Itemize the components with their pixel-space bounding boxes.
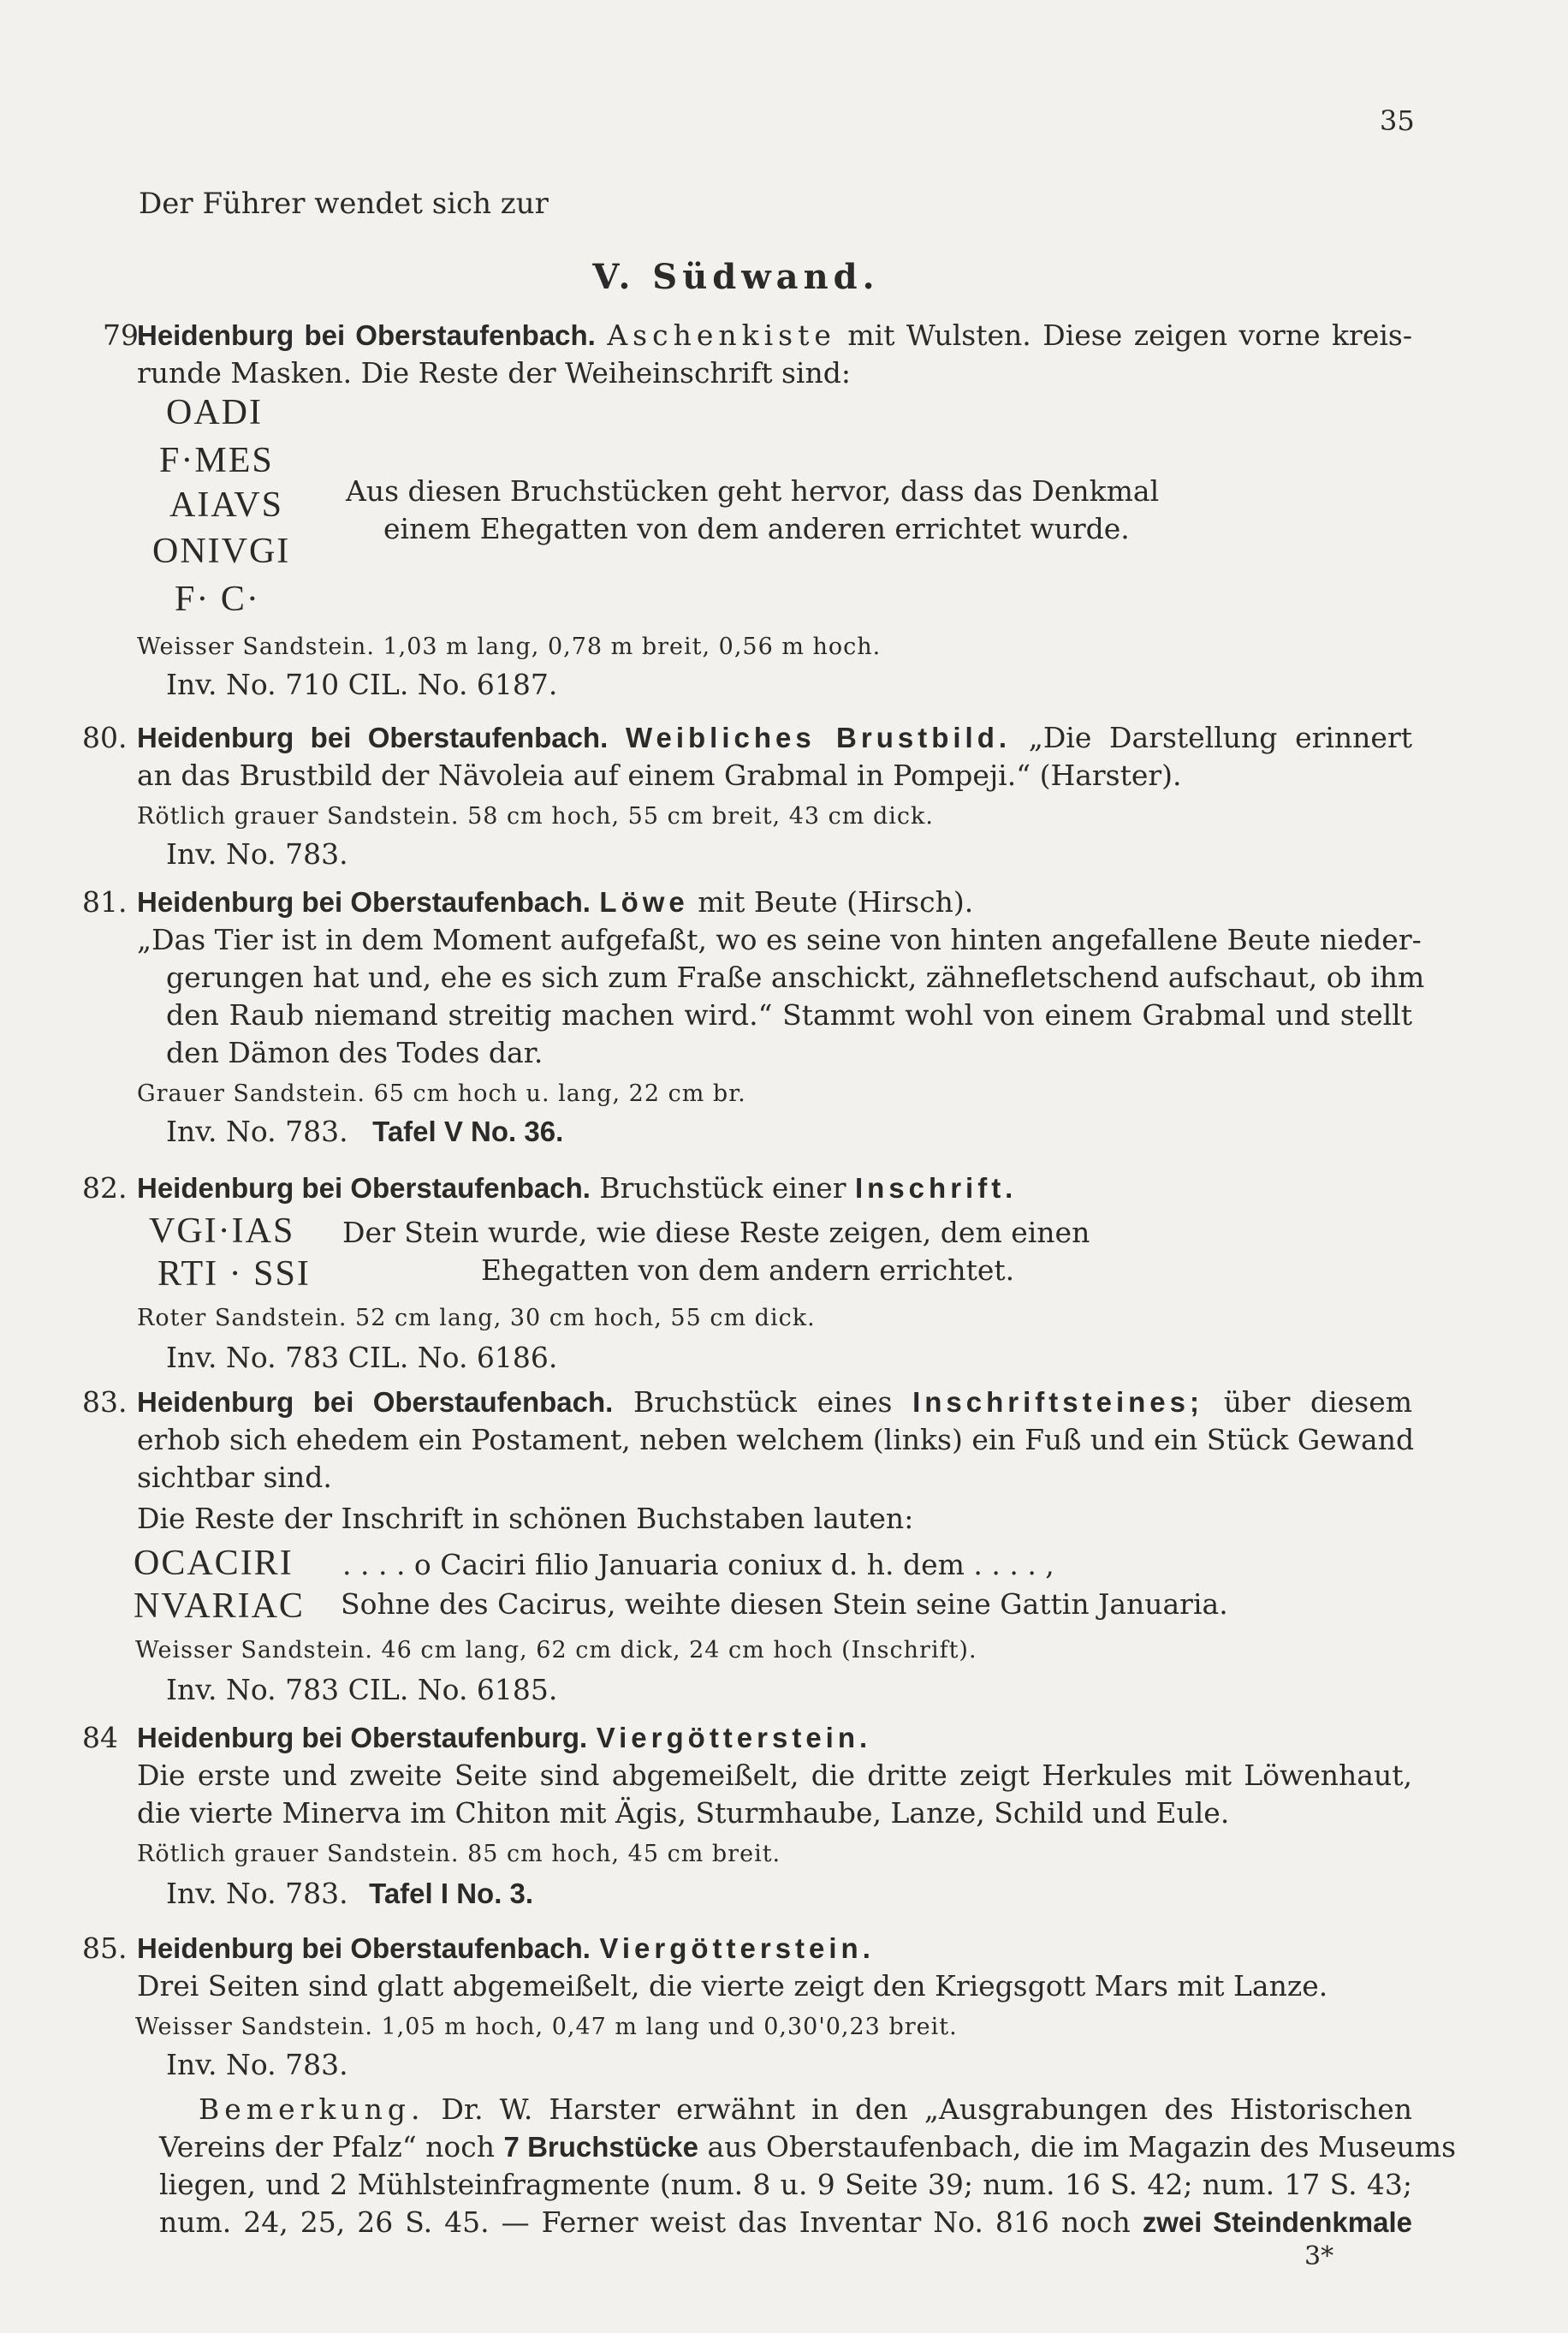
entry-object: Viergötterstein. (599, 1932, 875, 1964)
signature-mark: 3* (1304, 2241, 1334, 2271)
inventory-line (166, 1875, 533, 1913)
entry-number: 83. (82, 1385, 128, 1419)
remark-text: Dr. W. Harster erwähnt in den „Ausgrabungen des Historischen (441, 2092, 1412, 2126)
entry-text: mit Beute (Hirsch). (698, 885, 974, 919)
entry-number: 79. (103, 318, 148, 352)
plate-reference: Tafel V No. 36. (372, 1116, 564, 1147)
entry-note: Der Stein wurde, wie diese Reste zeigen, dem einen (342, 1216, 1090, 1249)
inventory-line (166, 1113, 563, 1151)
inscription-line: ONIVGI (152, 532, 291, 571)
inventory-line: Inv. No. 710 CIL. No. 6187. (166, 668, 558, 701)
remark-emphasis: zwei Steindenkmale (1142, 2206, 1412, 2238)
entry-object: Aschenkiste (607, 318, 836, 352)
inscription-line: VGI·IAS (149, 1211, 295, 1251)
entry-line: Die Reste der Inschrift in schönen Buchstaben lauten: (137, 1502, 914, 1535)
entry-object: Weibliches Brustbild. (625, 722, 1012, 753)
remark-line (159, 2128, 1457, 2166)
entry-object: Inschrift. (855, 1172, 1018, 1204)
entry-line (137, 1169, 1017, 1207)
entry-note: Sohne des Cacirus, weihte diesen Stein seine Gattin Januaria. (341, 1587, 1228, 1621)
material-line: Rötlich grauer Sandstein. 58 cm hoch, 55 cm breit, 43 cm dick. (137, 803, 934, 830)
inscription-line: OADI (166, 393, 263, 432)
entry-line: den Raub niemand streitig machen wird.“ Stammt wohl von einem Grabmal und stellt (166, 998, 1412, 1032)
entry-note: . . . . o Caciri filio Januaria coniux d. h. dem . . . . , (342, 1548, 1054, 1581)
intro-line: Der Führer wendet sich zur (139, 187, 549, 221)
entry-number: 81. (82, 885, 128, 919)
entry-text: über diesem (1223, 1385, 1413, 1419)
material-line: Grauer Sandstein. 65 cm hoch u. lang, 22 cm br. (137, 1080, 746, 1107)
remark-text: num. 24, 25, 26 S. 45. — Ferner weist das Inventar No. 816 noch (159, 2205, 1131, 2239)
entry-line: an das Brustbild der Nävoleia auf einem Grabmal in Pompeji.“ (Harster). (137, 759, 1182, 792)
entry-note: Aus diesen Bruchstücken geht hervor, dass das Denkmal (346, 474, 1160, 508)
remark-line (159, 2204, 1412, 2241)
entry-line: sichtbar sind. (137, 1461, 332, 1494)
entry-text: Bruchstück eines (633, 1385, 893, 1419)
entry-line (137, 719, 1412, 757)
inventory-line: Inv. No. 783 CIL. No. 6186. (166, 1341, 558, 1374)
material-line: Weisser Sandstein. 1,03 m lang, 0,78 m breit, 0,56 m hoch. (137, 634, 882, 660)
inscription-line: F· C· (175, 580, 260, 619)
inventory-number: Inv. No. 783. (166, 1877, 348, 1910)
inventory-number: Inv. No. 783. (166, 1115, 348, 1148)
entry-site: Heidenburg bei Oberstaufenbach. (137, 319, 596, 351)
remark-emphasis: 7 Bruchstücke (503, 2131, 698, 2163)
entry-line: Drei Seiten sind glatt abgemeißelt, die vierte zeigt den Kriegsgott Mars mit Lanze. (137, 1969, 1328, 2003)
inventory-line: Inv. No. 783 CIL. No. 6185. (166, 1673, 558, 1706)
remark-label: Bemerkung. (199, 2092, 425, 2126)
material-line: Roter Sandstein. 52 cm lang, 30 cm hoch, 55 cm dick. (137, 1305, 816, 1331)
entry-line: Die erste und zweite Seite sind abgemeißelt, die dritte zeigt Herkules mit Löwenhaut, (137, 1759, 1412, 1792)
entry-line (137, 1930, 875, 1967)
entry-object: Viergötterstein. (596, 1722, 872, 1753)
entry-line: den Dämon des Todes dar. (166, 1036, 543, 1069)
plate-reference: Tafel I No. 3. (369, 1878, 534, 1909)
entry-note: Ehegatten von dem andern errichtet. (481, 1253, 1015, 1287)
entry-line (137, 317, 1412, 354)
remark-line (199, 2091, 1412, 2128)
entry-line: „Das Tier ist in dem Moment aufgefaßt, wo es seine von hinten angefallene Beute nieder- (137, 923, 1422, 956)
entry-line: erhob sich ehedem ein Postament, neben welchem (links) ein Fuß und ein Stück Gewand (137, 1423, 1415, 1456)
entry-text: „Die Darstellung erinnert (1028, 721, 1412, 754)
remark-text: aus Oberstaufenbach, die im Magazin des Museums (707, 2130, 1457, 2163)
inscription-line: AIAVS (169, 485, 283, 525)
entry-site: Heidenburg bei Oberstaufenbach. (137, 1932, 591, 1964)
remark-text: Vereins der Pfalz“ noch (159, 2130, 496, 2163)
entry-number: 82. (82, 1171, 128, 1205)
entry-text: Bruchstück einer (599, 1171, 846, 1205)
entry-object: Inschriftsteines; (912, 1386, 1203, 1418)
entry-site: Heidenburg bei Oberstaufenbach. (137, 886, 591, 918)
entry-line (137, 1384, 1412, 1421)
inventory-line: Inv. No. 783. (166, 2048, 348, 2081)
entry-site: Heidenburg bei Oberstaufenbach. (137, 1172, 591, 1204)
inscription-line: F·MES (159, 441, 274, 480)
entry-line: gerungen hat und, ehe es sich zum Fraße anschickt, zähnefletschend aufschaut, ob ihm (166, 961, 1425, 994)
entry-site: Heidenburg bei Oberstaufenbach. (137, 1386, 614, 1418)
inventory-line: Inv. No. 783. (166, 837, 348, 871)
entry-number: 84 (82, 1721, 118, 1754)
inscription-line: RTI · SSI (157, 1254, 311, 1294)
remark-line: liegen, und 2 Mühlsteinfragmente (num. 8 u. 9 Seite 39; num. 16 S. 42; num. 17 S. 43; (159, 2168, 1412, 2201)
entry-line (137, 884, 973, 921)
inscription-line: OCACIRI (134, 1544, 294, 1583)
entry-line: die vierte Minerva im Chiton mit Ägis, Sturmhaube, Lanze, Schild und Eule. (137, 1796, 1230, 1830)
section-heading: V. Südwand. (592, 257, 880, 297)
page-number: 35 (1380, 104, 1415, 137)
entry-site: Heidenburg bei Oberstaufenbach. (137, 722, 609, 753)
entry-line (137, 1719, 871, 1757)
entry-site: Heidenburg bei Oberstaufenburg. (137, 1722, 588, 1753)
inscription-line: NVARIAC (134, 1586, 305, 1626)
entry-number: 85. (82, 1931, 128, 1965)
material-line: Rötlich grauer Sandstein. 85 cm hoch, 45 cm breit. (137, 1841, 781, 1867)
entry-note: einem Ehegatten von dem anderen errichtet wurde. (383, 512, 1130, 545)
entry-number: 80. (82, 721, 128, 754)
entry-text: mit Wulsten. Diese zeigen vorne kreis- (847, 318, 1412, 352)
entry-line: runde Masken. Die Reste der Weiheinschrift sind: (137, 356, 851, 390)
entry-object: Löwe (599, 886, 689, 918)
material-line: Weisser Sandstein. 1,05 m hoch, 0,47 m lang und 0,30'0,23 breit. (135, 2014, 958, 2040)
material-line: Weisser Sandstein. 46 cm lang, 62 cm dick, 24 cm hoch (Inschrift). (135, 1637, 977, 1663)
